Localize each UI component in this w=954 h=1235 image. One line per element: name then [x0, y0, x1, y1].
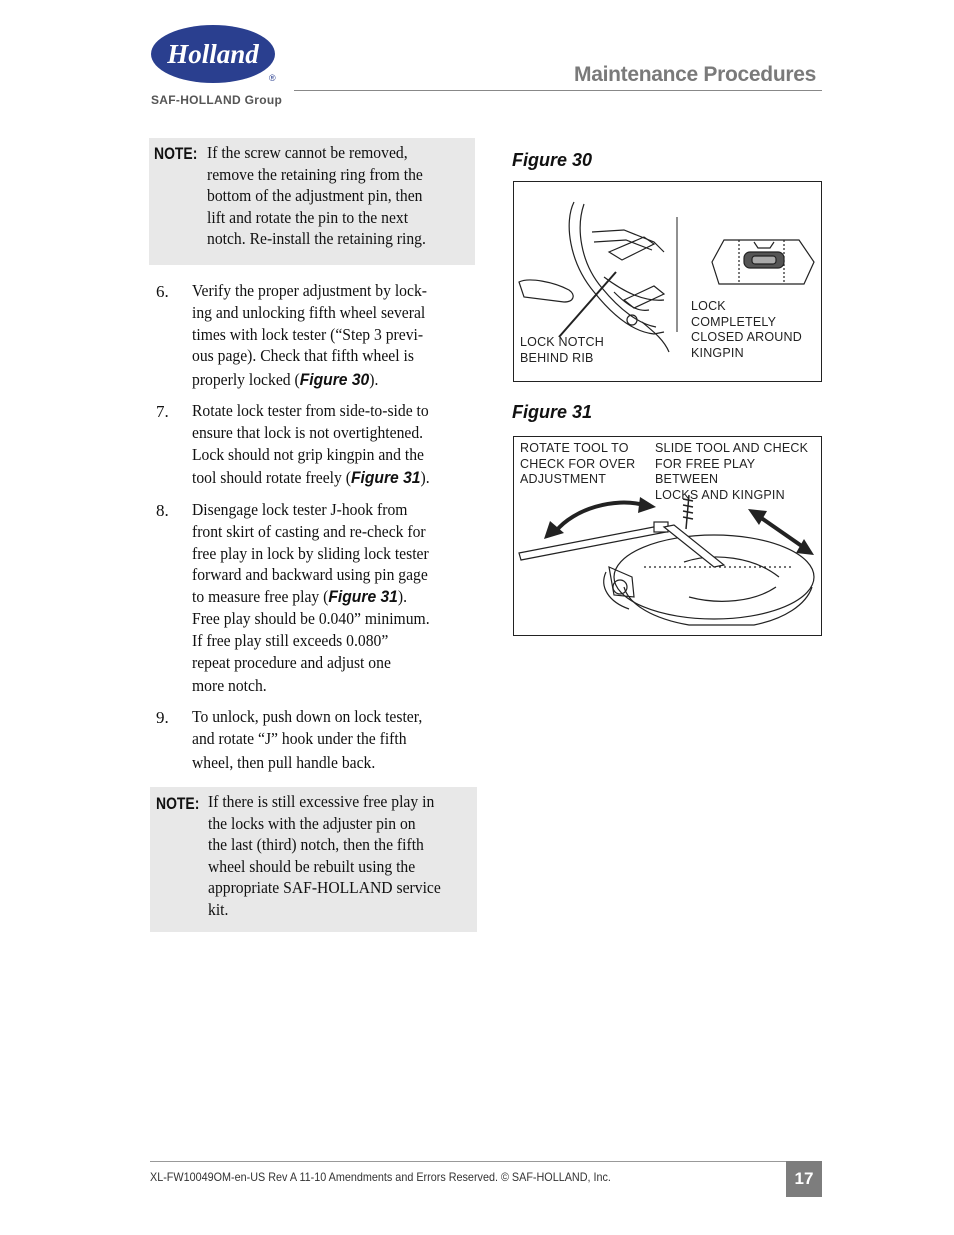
- holland-logo: [150, 24, 278, 84]
- step-text: Rotate lock tester from side-to-side to ensure that lock is not overtightened. Lock should not grip kingpin and the tool should rotate freely (Figure 31).: [192, 401, 430, 488]
- note-box-2: [150, 787, 477, 932]
- figure-reference: Figure 31: [328, 587, 398, 607]
- figure-30-label-right: LOCK COMPLETELY CLOSED AROUND KINGPIN: [691, 299, 802, 360]
- page-number: 17: [786, 1161, 822, 1197]
- figure-reference: Figure 30: [299, 370, 370, 390]
- step-number: 9.: [156, 708, 169, 727]
- figure-reference: Figure 31: [350, 468, 421, 488]
- figure-30-box: [513, 181, 822, 382]
- step-text: Verify the proper adjustment by lock- ing and unlocking fifth wheel several times with lock tester (“Step 3 previ- ous page). Check that fifth wheel is properly locked (Figure 30).: [192, 281, 427, 390]
- step-number: 8.: [156, 501, 169, 520]
- note-box-1: [149, 138, 475, 265]
- figure-31-box: [513, 436, 822, 636]
- step-text: To unlock, push down on lock tester, and rotate “J” hook under the fifth wheel, then pull handle back.: [192, 707, 423, 772]
- figure-31-label-right: SLIDE TOOL AND CHECK FOR FREE PLAY BETWEEN LOCKS AND KINGPIN: [655, 441, 809, 502]
- svg-text:®: ®: [269, 73, 276, 83]
- logo-text: Holland: [167, 39, 259, 69]
- step-number: 7.: [156, 402, 169, 421]
- figure-30-label-left: LOCK NOTCH BEHIND RIB: [520, 335, 604, 365]
- step-number: 6.: [156, 282, 169, 301]
- note-text: If the screw cannot be removed, remove the retaining ring from the bottom of the adjustment pin, then lift and rotate the pin to the next notch. Re-install the retaining ring.: [207, 143, 426, 249]
- figure-31-title: Figure 31: [512, 402, 593, 422]
- section-title: Maintenance Procedures: [574, 63, 816, 86]
- group-name: SAF-HOLLAND Group: [151, 93, 283, 107]
- footer-text: XL-FW10049OM-en-US Rev A 11-10 Amendments and Errors Reserved. © SAF-HOLLAND, Inc.: [150, 1170, 611, 1184]
- note-text: If there is still excessive free play in the locks with the adjuster pin on the last (third) notch, then the fifth wheel should be rebuilt using the appropriate SAF-HOLLAND service kit.: [208, 792, 441, 919]
- note-label: NOTE:: [156, 794, 200, 813]
- figure-30-title: Figure 30: [512, 150, 593, 170]
- footer-divider: [150, 1161, 786, 1162]
- step-text: Disengage lock tester J-hook from front skirt of casting and re-check for free play in lock by sliding lock tester forward and backward using pin gage to measure free play (Figure 31). Free play should be 0.040” minimum. If free play still exceeds 0.080” repeat procedure and adjust one more notch.: [192, 500, 430, 696]
- note-label: NOTE:: [154, 144, 198, 163]
- figure-31-label-left: ROTATE TOOL TO CHECK FOR OVER ADJUSTMENT: [520, 441, 636, 487]
- header-divider: [294, 90, 822, 91]
